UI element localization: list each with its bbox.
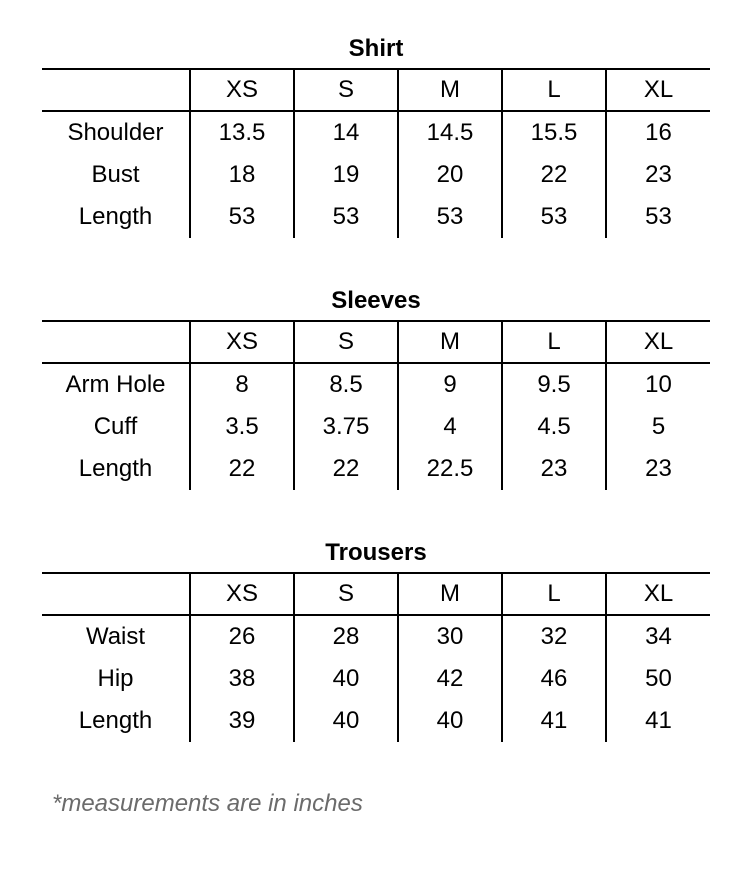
table-row xyxy=(42,196,710,238)
table-row xyxy=(42,363,710,406)
table-row xyxy=(42,111,710,154)
table-cell: 46 xyxy=(502,658,606,700)
row-label: Waist xyxy=(85,623,146,650)
table-cell: 53 xyxy=(190,196,294,238)
table-cell: 22 xyxy=(502,154,606,196)
table-cell: 9.5 xyxy=(502,363,606,406)
shirt-title: Shirt xyxy=(348,35,404,62)
trousers-size-table xyxy=(42,572,710,742)
sleeves-section xyxy=(42,287,710,490)
table-row xyxy=(42,448,710,490)
header-row xyxy=(42,69,710,111)
table-cell: 20 xyxy=(398,154,502,196)
table-cell: 34 xyxy=(606,615,710,658)
header-corner xyxy=(42,69,190,111)
table-cell: 53 xyxy=(294,196,398,238)
table-cell: 53 xyxy=(398,196,502,238)
table-cell: 50 xyxy=(606,658,710,700)
table-cell: 10 xyxy=(606,363,710,406)
size-header-xs: XS xyxy=(190,321,294,363)
table-row xyxy=(42,658,710,700)
table-cell: 5 xyxy=(606,406,710,448)
sleeves-size-table xyxy=(42,320,710,490)
table-cell: 30 xyxy=(398,615,502,658)
size-header-m: M xyxy=(398,321,502,363)
size-header-s: S xyxy=(294,69,398,111)
table-cell: 16 xyxy=(606,111,710,154)
table-cell: 3.75 xyxy=(294,406,398,448)
table-cell: 8.5 xyxy=(294,363,398,406)
trousers-title: Trousers xyxy=(325,539,427,566)
table-cell: 22.5 xyxy=(398,448,502,490)
measurement-footnote: *measurements are in inches xyxy=(52,790,363,817)
table-cell: 39 xyxy=(190,700,294,742)
table-cell: 15.5 xyxy=(502,111,606,154)
table-cell: 41 xyxy=(502,700,606,742)
table-cell: 40 xyxy=(294,658,398,700)
table-cell: 8 xyxy=(190,363,294,406)
size-header-xl: XL xyxy=(606,573,710,615)
table-cell: 32 xyxy=(502,615,606,658)
table-cell: 38 xyxy=(190,658,294,700)
trousers-section xyxy=(42,539,710,742)
table-cell: 40 xyxy=(294,700,398,742)
table-row xyxy=(42,615,710,658)
table-cell: 40 xyxy=(398,700,502,742)
size-header-l: L xyxy=(502,69,606,111)
size-header-xl: XL xyxy=(606,69,710,111)
size-header-s: S xyxy=(294,573,398,615)
table-cell: 4.5 xyxy=(502,406,606,448)
table-cell: 22 xyxy=(190,448,294,490)
row-label: Hip xyxy=(97,665,134,692)
table-cell: 22 xyxy=(294,448,398,490)
table-cell: 42 xyxy=(398,658,502,700)
shirt-section xyxy=(42,35,710,238)
row-label: Arm Hole xyxy=(65,371,166,398)
row-label: Shoulder xyxy=(67,119,164,146)
row-label: Cuff xyxy=(93,413,138,440)
row-label: Length xyxy=(78,455,153,482)
header-corner xyxy=(42,573,190,615)
row-label: Bust xyxy=(91,161,140,188)
table-cell: 13.5 xyxy=(190,111,294,154)
table-cell: 23 xyxy=(606,448,710,490)
table-row xyxy=(42,406,710,448)
table-row xyxy=(42,700,710,742)
size-header-m: M xyxy=(398,69,502,111)
size-header-l: L xyxy=(502,573,606,615)
size-header-xs: XS xyxy=(190,69,294,111)
size-header-m: M xyxy=(398,573,502,615)
table-cell: 3.5 xyxy=(190,406,294,448)
table-row xyxy=(42,154,710,196)
table-cell: 4 xyxy=(398,406,502,448)
table-cell: 18 xyxy=(190,154,294,196)
table-cell: 26 xyxy=(190,615,294,658)
table-cell: 23 xyxy=(606,154,710,196)
table-cell: 19 xyxy=(294,154,398,196)
table-cell: 9 xyxy=(398,363,502,406)
shirt-size-table xyxy=(42,68,710,238)
table-cell: 14.5 xyxy=(398,111,502,154)
size-header-s: S xyxy=(294,321,398,363)
size-header-l: L xyxy=(502,321,606,363)
table-cell: 41 xyxy=(606,700,710,742)
size-header-xl: XL xyxy=(606,321,710,363)
table-cell: 53 xyxy=(502,196,606,238)
header-row xyxy=(42,573,710,615)
size-header-xs: XS xyxy=(190,573,294,615)
row-label: Length xyxy=(78,707,153,734)
row-label: Length xyxy=(78,203,153,230)
table-cell: 53 xyxy=(606,196,710,238)
table-cell: 14 xyxy=(294,111,398,154)
sleeves-title: Sleeves xyxy=(331,287,421,314)
table-cell: 28 xyxy=(294,615,398,658)
header-corner xyxy=(42,321,190,363)
table-cell: 23 xyxy=(502,448,606,490)
header-row xyxy=(42,321,710,363)
